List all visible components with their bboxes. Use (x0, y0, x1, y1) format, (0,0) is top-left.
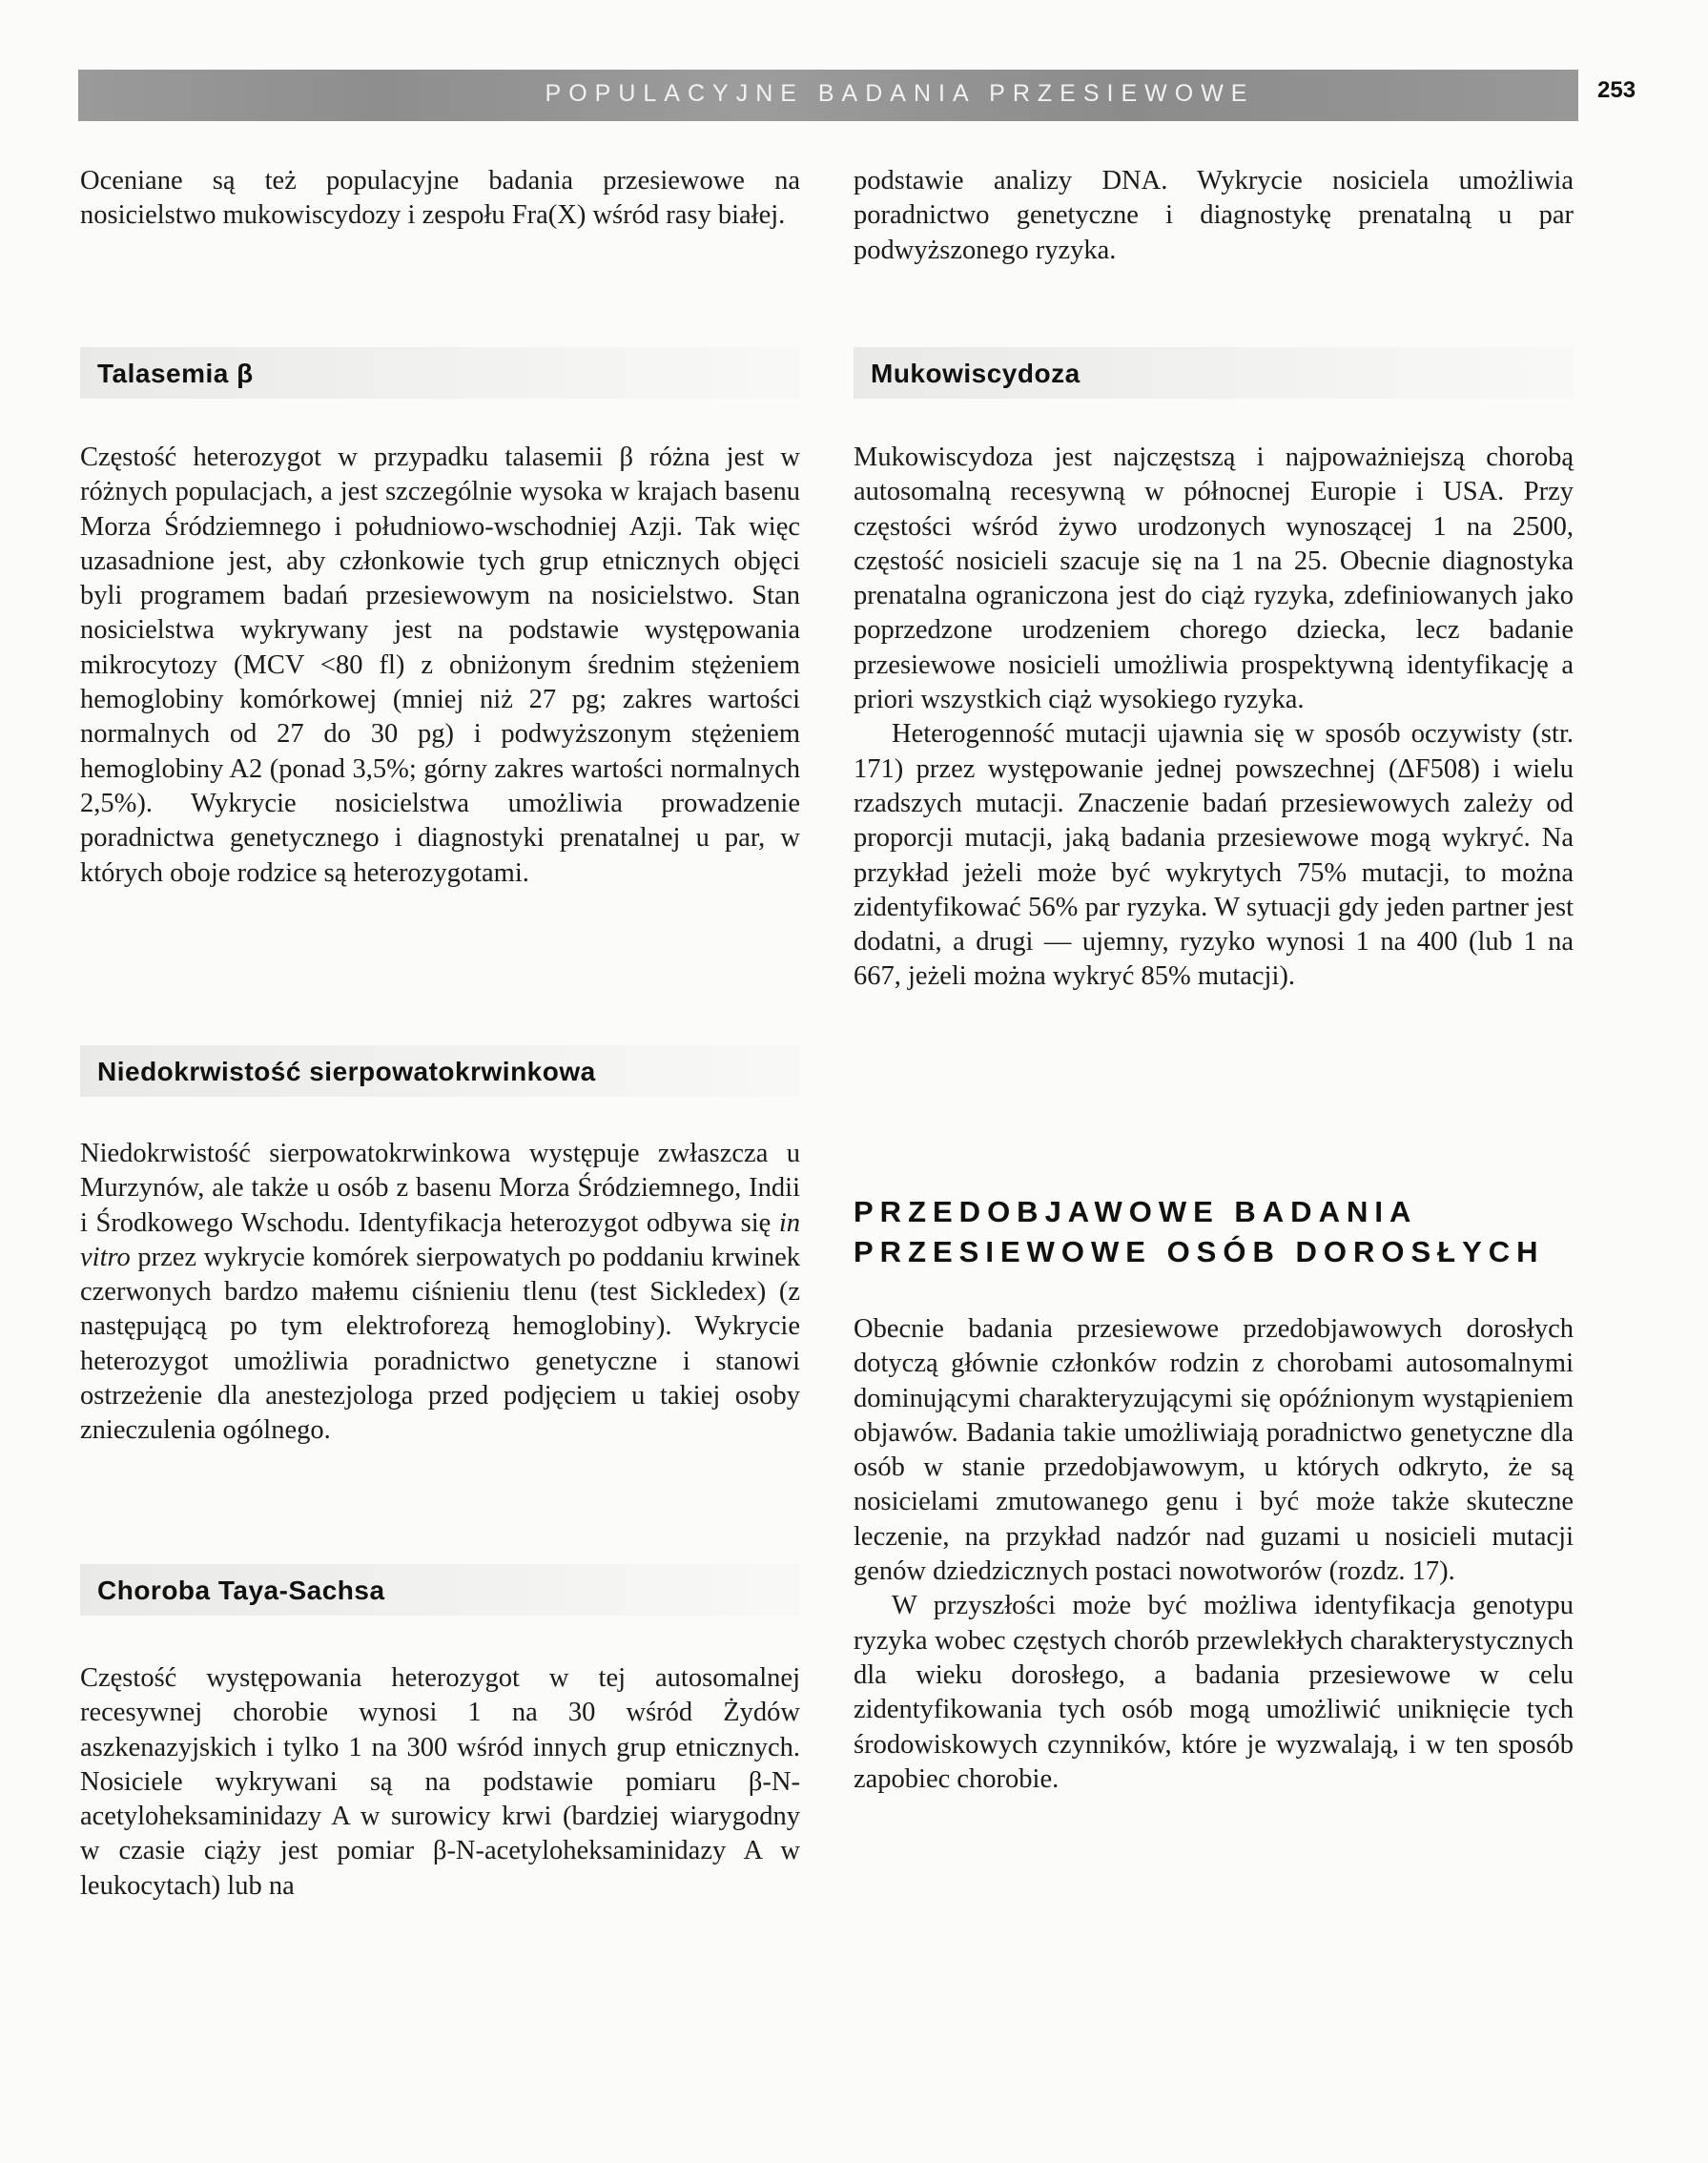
right-continuation (854, 164, 1574, 268)
sickle-cell-section (80, 1045, 800, 1097)
chapter-heading-line-2: PRZESIEWOWE OSÓB DOROSŁYCH (854, 1235, 1545, 1268)
presymptomatic-section (854, 1192, 1574, 1272)
mucoviscidosis-section (854, 347, 1574, 399)
section-heading-talasemia: Talasemia β (80, 347, 800, 399)
talasemia-section (80, 347, 800, 399)
continuation-paragraph: podstawie analizy DNA. Wykrycie nosiciela umożliwia poradnictwo genetyczne i diagnostykę prenatalną u par podwyższonego ryzyka. (854, 166, 1574, 265)
sickle-cell-body (80, 1137, 800, 1449)
running-header-bar (78, 70, 1578, 121)
left-intro (80, 164, 800, 234)
presymptomatic-body (854, 1312, 1574, 1797)
mucoviscidosis-paragraph-1: Mukowiscydoza jest najczęstszą i najpoważniejszą chorobą autosomalną recesywną w północnej Europie i USA. Przy częstości wśród żywo urodzonych wynoszącej 1 na 2500, częstość nosicieli szacuje się na 1 na 25. Obecnie diagnostyka prenatalna ograniczona jest do ciąż ryzyka, zdefiniowanych jako poprzedzone urodzeniem chorego dziecka, lecz badanie przesiewowe nosicieli umożliwia prospektywną identyfikację a priori wszystkich ciąż wysokiego ryzyka. (854, 443, 1574, 715)
sickle-cell-text-2: przez wykrycie komórek sierpowatych po poddaniu krwinek czerwonych bardzo małemu ciśnieniu tlenu (test Sickledex) (z następującą po tym elektroforezą hemoglobiny). Wykrycie heterozygot umożliwia poradnictwo genetyczne i stanowi ostrzeżenie dla anestezjologa przed podjęciem u takiej osoby znieczulenia ogólnego. (80, 1242, 800, 1446)
talasemia-body (80, 441, 800, 891)
section-heading-mucoviscidosis: Mukowiscydoza (854, 347, 1574, 399)
section-heading-sickle-cell: Niedokrwistość sierpowatokrwinkowa (80, 1045, 800, 1097)
tay-sachs-paragraph: Częstość występowania heterozygot w tej autosomalnej recesywnej chorobie wynosi 1 na 30 wśród Żydów aszkenazyjskich i tylko 1 na 300 wśród innych grup etnicznych. Nosiciele wykrywani są na podstawie pomiaru β-N-acetyloheksaminidazy A w surowicy krwi (bardziej wiarygodny w czasie ciąży jest pomiar β-N-acetyloheksaminidazy A w leukocytach) lub na (80, 1663, 800, 1901)
mucoviscidosis-paragraph-2: Heterogenność mutacji ujawnia się w sposób oczywisty (str. 171) przez występowanie jednej powszechnej (ΔF508) i wielu rzadszych mutacji. Znaczenie badań przesiewowych zależy od proporcji mutacji, jaką badania przesiewowe mogą wykryć. Na przykład jeżeli może być wykrytych 75% mutacji, to można zidentyfikować 56% par ryzyka. W sytuacji gdy jeden partner jest dodatni, a drugi — ujemny, ryzyko wynosi 1 na 400 (lub 1 na 667, jeżeli można wykryć 85% mutacji). (854, 719, 1574, 992)
sickle-cell-text-1: Niedokrwistość sierpowatokrwinkowa występuje zwłaszcza u Murzynów, ale także u osób z basenu Morza Śródziemnego, Indii i Środkowego Wschodu. Identyfikacja heterozygot odbywa się (80, 1139, 800, 1238)
section-heading-tay-sachs: Choroba Taya-Sachsa (80, 1564, 800, 1616)
chapter-heading-line-1: PRZEDOBJAWOWE BADANIA (854, 1195, 1418, 1228)
talasemia-paragraph: Częstość heterozygot w przypadku talasemii β różna jest w różnych populacjach, a jest szczególnie wysoka w krajach basenu Morza Śródziemnego i południowo-wschodniej Azji. Tak więc uzasadnione jest, aby członkowie tych grup etnicznych objęci byli programem badań przesiewowym na nosicielstwo. Stan nosicielstwa wykrywany jest na podstawie występowania mikrocytozy (MCV <80 fl) z obniżonym średnim stężeniem hemoglobiny komórkowej (mniej niż 27 pg; zakres wartości normalnych od 27 do 30 pg) i podwyższonym stężeniem hemoglobiny A2 (ponad 3,5%; górny zakres wartości normalnych 2,5%). Wykrycie nosicielstwa umożliwia prowadzenie poradnictwa genetycznego i diagnostyki prenatalnej u par, w których oboje rodzice są heterozygotami. (80, 443, 800, 888)
page-number: 253 (1597, 77, 1636, 103)
running-header-title: POPULACYJNE BADANIA PRZESIEWOWE (545, 80, 1255, 107)
presymptomatic-paragraph-1: Obecnie badania przesiewowe przedobjawowych dorosłych dotyczą głównie członków rodzin z chorobami autosomalnymi dominującymi charakteryzującymi się opóźnionym wystąpieniem objawów. Badania takie umożliwiają poradnictwo genetyczne dla osób w stanie przedobjawowym, u których odkryto, że są nosicielami zmutowanego genu i być może także skuteczne leczenie, na przykład nadzór nad guzami u nosicieli mutacji genów dziedzicznych postaci nowotworów (rozdz. 17). (854, 1314, 1574, 1587)
presymptomatic-paragraph-2: W przyszłości może być możliwa identyfikacja genotypu ryzyka wobec częstych chorób przewlekłych charakterystycznych dla wieku dorosłego, a badania przesiewowe w celu zidentyfikowania tych osób mogą umożliwić uniknięcie tych środowiskowych czynników, które je wyzwalają, i w ten sposób zapobiec chorobie. (854, 1591, 1574, 1794)
intro-paragraph: Oceniane są też populacyjne badania przesiewowe na nosicielstwo mukowiscydozy i zespołu Fra(X) wśród rasy białej. (80, 166, 800, 231)
sickle-cell-paragraph (80, 1137, 800, 1449)
mucoviscidosis-body (854, 441, 1574, 995)
sickle-cell-italic: in vitro (80, 1207, 800, 1272)
tay-sachs-section (80, 1564, 800, 1616)
tay-sachs-body (80, 1661, 800, 1904)
